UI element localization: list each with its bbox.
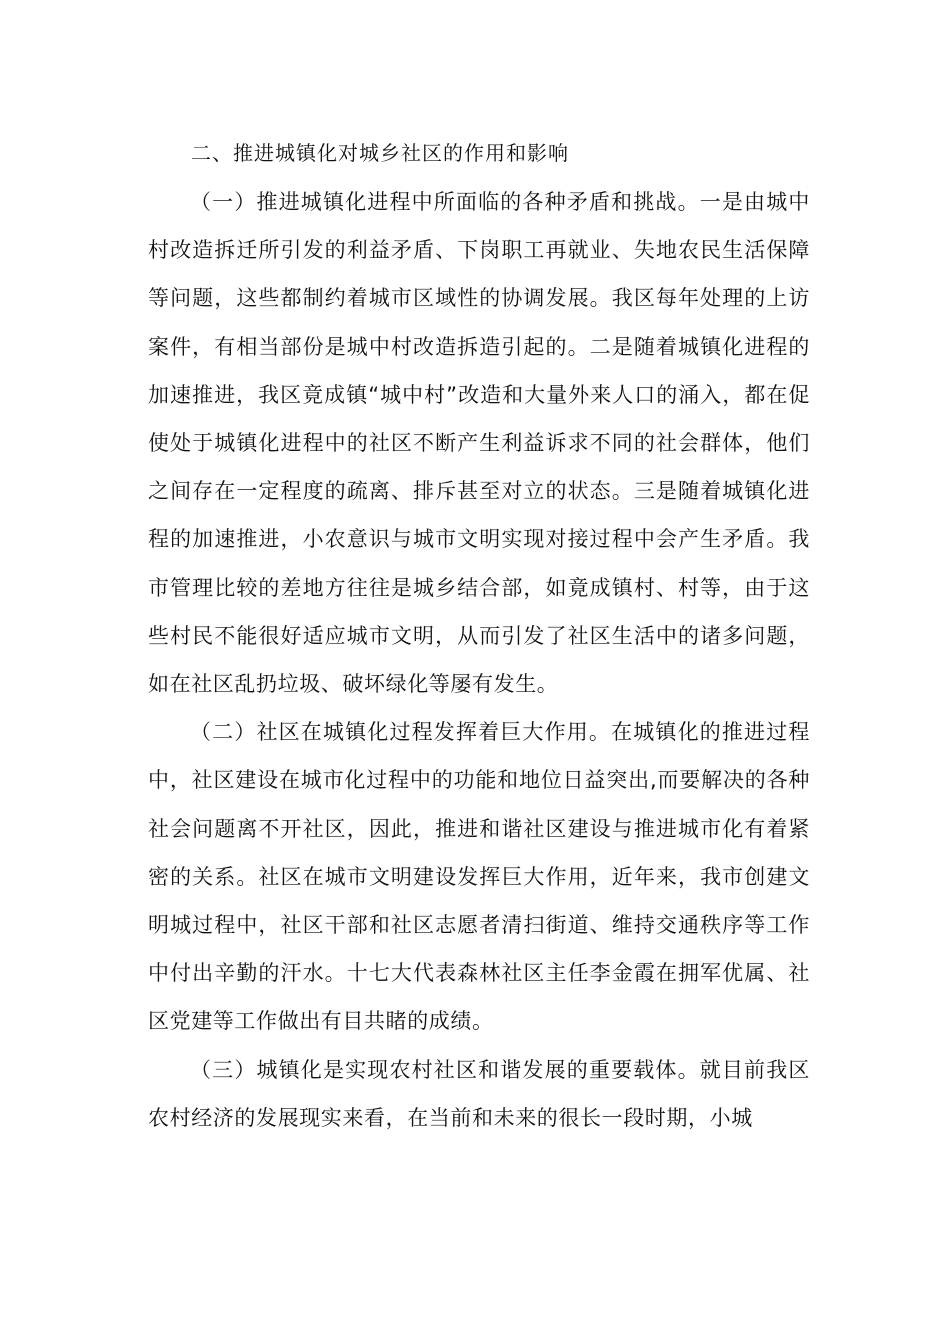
document-body: [148, 178, 810, 1142]
section-heading: 二、推进城镇化对城乡社区的作用和影响: [191, 141, 569, 165]
paragraph-3: （三）城镇化是实现农村社区和谐发展的重要载体。就目前我区农村经济的发展现实来看，在当前和未来的很长一段时期，小城: [148, 1057, 810, 1130]
paragraph-2: （二）社区在城镇化过程发挥着巨大作用。在城镇化的推进过程中，社区建设在城市化过程中的功能和地位日益突出,而要解决的各种社会问题离不开社区，因此，推进和谐社区建设与推进城市化有着紧密的关系。社区在城市文明建设发挥巨大作用，近年来，我市创建文明城过程中，社区干部和社区志愿者清扫街道、维持交通秩序等工作中付出辛勤的汗水。十七大代表森林社区主任李金霞在拥军优属、社区党建等工作做出有目共睹的成绩。: [148, 720, 810, 1034]
paragraph-1: （一）推进城镇化进程中所面临的各种矛盾和挑战。一是由城中村改造拆迁所引发的利益矛盾、下岗职工再就业、失地农民生活保障等问题，这些都制约着城市区域性的协调发展。我区每年处理的上访案件，有相当部份是城中村改造拆造引起的。二是随着城镇化进程的加速推进，我区竟成镇“城中村”改造和大量外来人口的涌入，都在促使处于城镇化进程中的社区不断产生利益诉求不同的社会群体，他们之间存在一定程度的疏离、排斥甚至对立的状态。三是随着城镇化进程的加速推进，小农意识与城市文明实现对接过程中会产生矛盾。我市管理比较的差地方往往是城乡结合部，如竟成镇村、村等，由于这些村民不能很好适应城市文明，从而引发了社区生活中的诸多问题，如在社区乱扔垃圾、破坏绿化等屡有发生。: [148, 190, 810, 697]
